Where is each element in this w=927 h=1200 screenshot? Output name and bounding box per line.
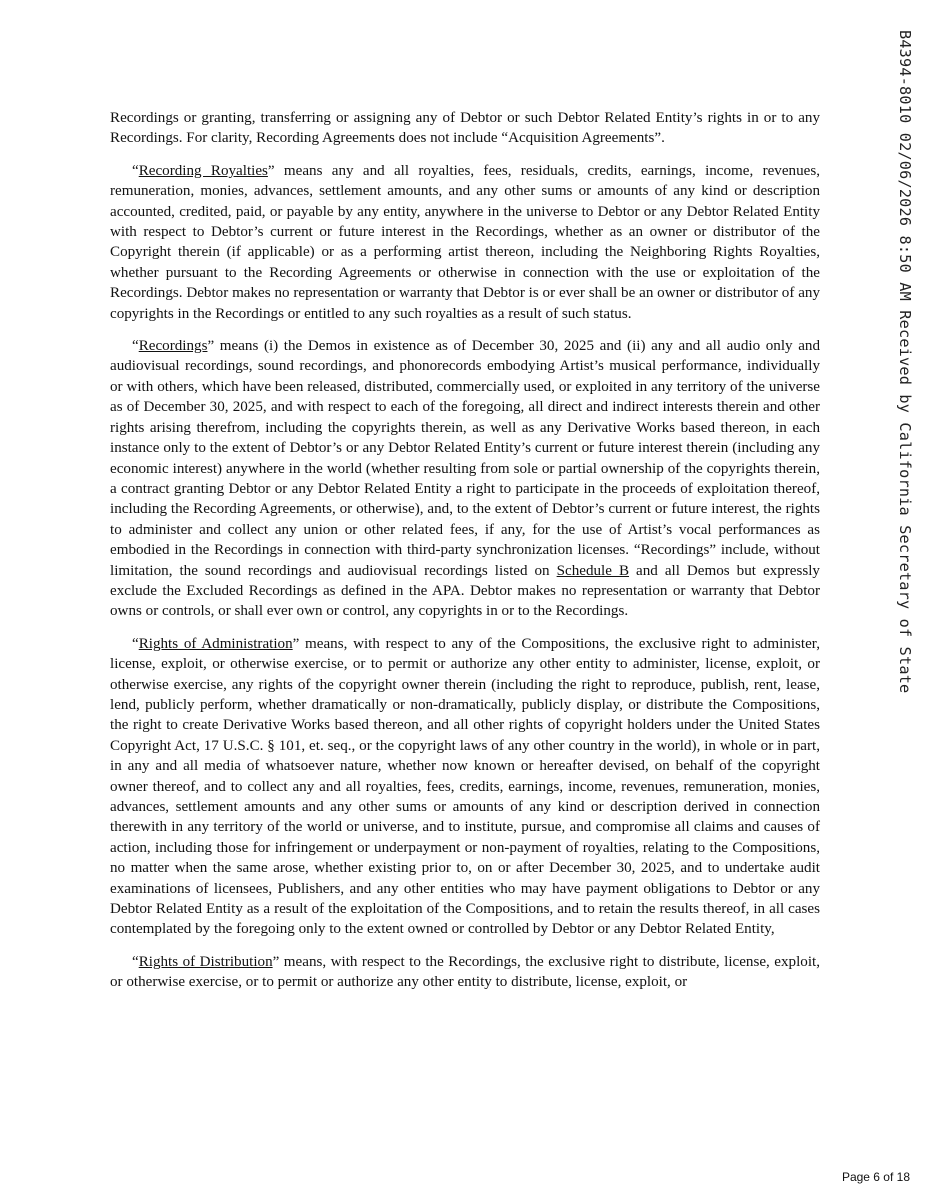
document-body (110, 108, 820, 1005)
paragraph-recording-royalties (110, 161, 820, 324)
paragraph-text: ” means (i) the Demos in existence as of December 30, 2025 and (ii) any and all audio only and audiovisual recordings, sound recordings, and phonorecords embodying Artist’s musical performance, individually or with others, which have been released, distributed, commercially used, or exploited in any territory of the universe as of December 30, 2025, and with respect to each of the foregoing, all direct and indirect interests therein and other rights arising therefrom, including the copyrights therein, as well as any Derivative Works based thereon, in each instance only to the extent of Debtor’s or any Debtor Related Entity’s current or future interest therein (including any economic interest) anywhere in the world (whether resulting from sole or partial ownership of the copyrights therein, a contract granting Debtor or any Debtor Related Entity a right to participate in the proceeds of exploitation thereof, including the Recording Agreements, or otherwise), and, to the extent of Debtor’s current or future interest, the rights to administer and collect any union or other related fees, if any, for the use of Artist’s vocal performances as embodied in the Recordings in connection with third-party synchronization licenses. “Recordings” include, without limitation, the sound recordings and audiovisual recordings listed on (110, 338, 820, 579)
paragraph-text: and all Demos but expressly exclude the Excluded Recordings as defined in the APA. Debtor makes no representation or warranty that Debtor owns or controls, or shall ever own or control, any copyrights in or to the Recordings. (110, 562, 820, 620)
paragraph-text: ” means, with respect to any of the Compositions, the exclusive right to administer, license, exploit, or otherwise exercise, or to permit or authorize any other entity to administer, license, exploit, or otherwise exercise, any rights of the copyright owner therein (including the right to reproduce, publish, rent, lease, lend, publicly perform, whether dramatically or non-dramatically, publicly display, or distribute the Compositions, the right to create Derivative Works based thereon, and all other rights of copyright holders under the United States Copyright Act, 17 U.S.C. § 101, et. seq., or the copyright laws of any other country in the world), in whole or in part, in any and all media of whatsoever nature, whether now known or hereafter devised, on behalf of the copyright owner thereof, and to collect any and all royalties, fees, credits, earnings, income, revenues, remuneration, monies, advances, settlement amounts and any other sums or amounts of any kind or description derived in connection therewith in any territory of the world or universe, and to institute, pursue, and compromise all claims and causes of action, including those for infringement or underpayment or non-payment of royalties, relating to the Compositions, no matter when the same arose, whether existing prior to, on or after December 30, 2025, and to undertake audit examinations of licensees, Publishers, and any other entities who may have payment obligations to Debtor or any Debtor Related Entity as a result of the exploitation of the Compositions, and to retain the results thereof, in all cases contemplated by the foregoing only to the extent owned or controlled by Debtor or any Debtor Related Entity, (110, 635, 821, 938)
paragraph-text: Recordings or granting, transferring or assigning any of Debtor or such Debtor Related Entity’s rights in or to any Recordings. For clarity, Recording Agreements does not include “Acquisition Agreements”. (110, 110, 820, 147)
defined-term-rights-of-distribution: Rights of Distribution (138, 953, 273, 970)
paragraph-recordings (110, 336, 820, 622)
page-number: Page 6 of 18 (841, 1170, 910, 1184)
paragraph-text: ” means any and all royalties, fees, residuals, credits, earnings, income, revenues, remuneration, monies, advances, settlement amounts, and any other sums or amounts of any kind or description accounted, credited, paid, or payable by any entity, anywhere in the universe to Debtor or any Debtor Related Entity with respect to Debtor’s current or future interest in the Recordings, whether as an owner or distributor of the Copyright therein (if applicable) or as a performing artist thereon, including the Neighboring Rights Royalties, whether pursuant to the Recording Agreements or otherwise in connection with the use or exploitation of the Recordings. Debtor makes no representation or warranty that Debtor is or ever shall be an owner or distributor of any copyrights in the Recordings or entitled to any such royalties as a result of such status. (110, 162, 820, 322)
paragraph-rights-of-administration (110, 634, 820, 940)
open-quote: “ (132, 635, 139, 652)
defined-term-rights-of-administration: Rights of Administration (138, 635, 293, 652)
defined-term-recording-royalties: Recording Royalties (138, 162, 268, 179)
paragraph-rights-of-distribution (110, 952, 820, 993)
filing-stamp: B4394-8010 02/06/2026 8:50 AM Received by California Secretary of State (896, 30, 914, 694)
paragraph-text: ” means, with respect to the Recordings, the exclusive right to distribute, license, exploit, or otherwise exercise, or to permit or authorize any other entity to distribute, license, exploit, or (110, 953, 821, 991)
open-quote: “ (132, 162, 139, 179)
schedule-b-reference: Schedule B (556, 562, 630, 579)
open-quote: “ (132, 338, 139, 355)
open-quote: “ (132, 953, 139, 970)
paragraph-recording-agreements-continued (110, 108, 820, 149)
defined-term-recordings: Recordings (138, 338, 208, 355)
